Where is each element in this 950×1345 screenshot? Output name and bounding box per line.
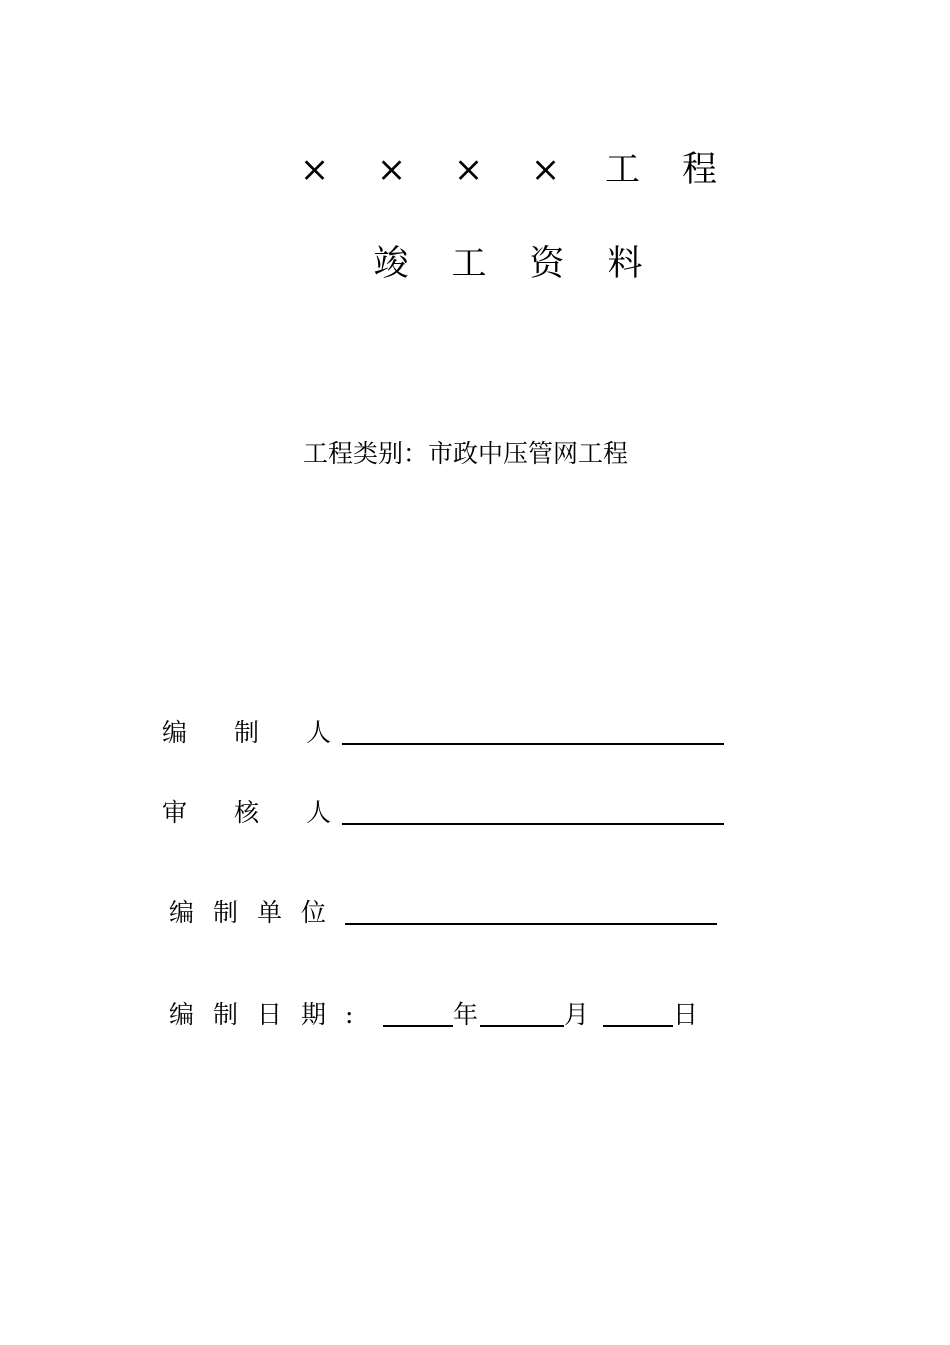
year-blank-line[interactable] [383,1025,453,1027]
month-blank-line[interactable] [480,1025,564,1027]
date-colon: : [345,1000,354,1029]
unit-blank-line[interactable] [345,923,717,925]
unit-field [169,896,717,930]
category-label: 工程类别： [303,439,429,468]
label-char: 编 [169,898,195,927]
label-char: 位 [301,898,327,927]
label-char: 制 [234,718,260,747]
category-value: 市政中压管网工程 [428,439,629,468]
subtitle-char: 竣 [373,244,409,284]
year-label: 年 [453,1000,479,1029]
subtitle-char: 资 [529,244,565,284]
document-subtitle [352,244,664,284]
date-label [169,998,377,1032]
label-char: 期 [301,1000,327,1029]
project-category [303,437,628,471]
unit-label [169,896,327,930]
reviewer-field [162,796,724,830]
title-char: 工 [604,150,640,190]
label-char: 单 [257,898,283,927]
title-char: × [299,150,330,190]
label-char: 审 [162,798,188,827]
compiler-label [162,716,334,750]
date-field [169,998,698,1032]
label-char: 核 [234,798,260,827]
label-char: 制 [213,898,239,927]
day-blank-line[interactable] [603,1025,673,1027]
project-title [276,150,738,190]
label-char: 编 [169,1000,195,1029]
label-char: 编 [162,718,188,747]
title-char: × [453,150,484,190]
subtitle-char: 工 [451,244,487,284]
label-char: 日 [257,1000,283,1029]
compiler-field [162,716,724,750]
subtitle-char: 料 [607,244,643,284]
label-char: 人 [306,718,332,747]
reviewer-blank-line[interactable] [342,823,724,825]
title-char: × [530,150,561,190]
reviewer-label [162,796,334,830]
title-char: × [376,150,407,190]
compiler-blank-line[interactable] [342,743,724,745]
title-char: 程 [681,150,717,190]
day-label: 日 [673,1000,699,1029]
label-char: 人 [306,798,332,827]
month-label: 月 [564,1000,590,1029]
label-char: 制 [213,1000,239,1029]
